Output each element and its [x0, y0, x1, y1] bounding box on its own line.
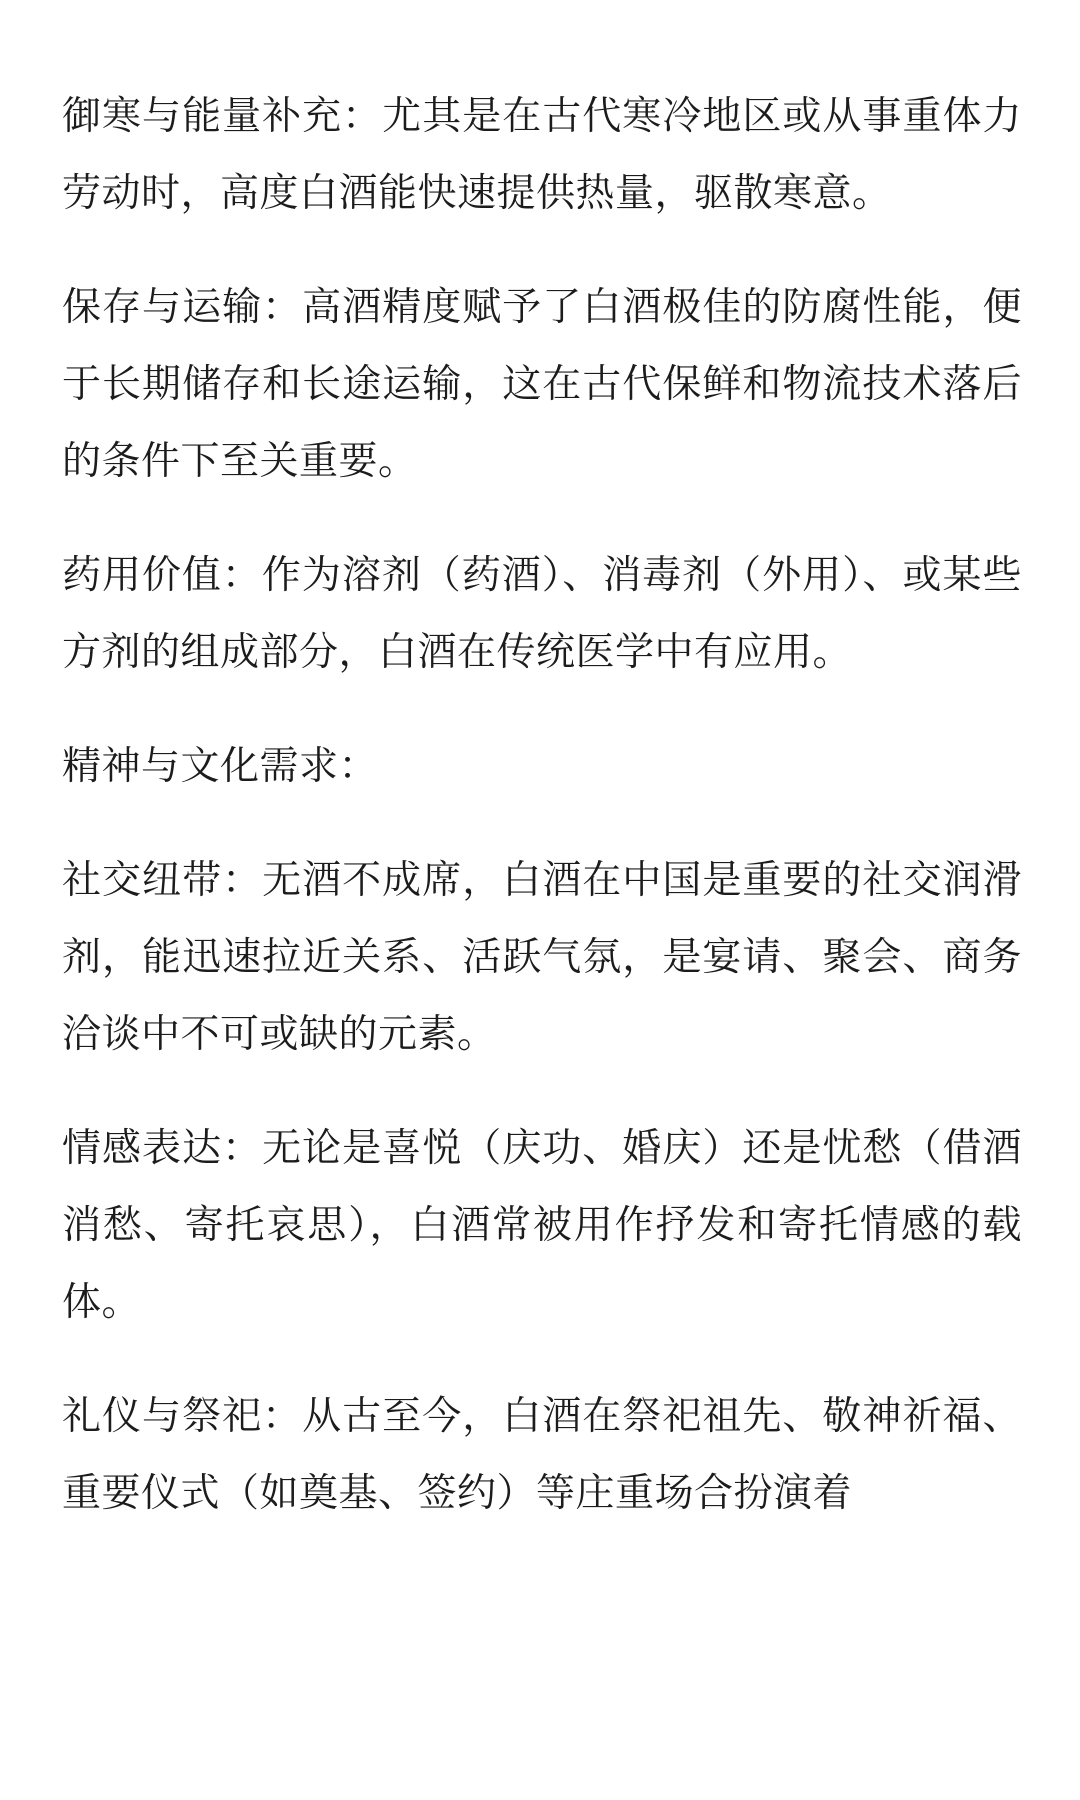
paragraph-emotional-expression: 情感表达：无论是喜悦（庆功、婚庆）还是忧愁（借酒消愁、寄托哀思），白酒常被用作抒发和寄托情感的载体。 — [62, 1126, 1022, 1325]
paragraph-ritual-sacrifice: 礼仪与祭祀：从古至今，白酒在祭祀祖先、敬神祈福、重要仪式（如奠基、签约）等庄重场合扮演着 — [62, 1394, 1022, 1516]
article-body — [62, 78, 1022, 1569]
paragraph-storage-transport: 保存与运输：高酒精度赋予了白酒极佳的防腐性能，便于长期储存和长途运输，这在古代保鲜和物流技术落后的条件下至关重要。 — [62, 285, 1022, 484]
paragraph-social-bond: 社交纽带：无酒不成席，白酒在中国是重要的社交润滑剂，能迅速拉近关系、活跃气氛，是宴请、聚会、商务洽谈中不可或缺的元素。 — [62, 858, 1022, 1057]
paragraph-medicinal-value: 药用价值：作为溶剂（药酒）、消毒剂（外用）、或某些方剂的组成部分，白酒在传统医学中有应用。 — [62, 553, 1022, 675]
paragraph-spiritual-cultural-heading: 精神与文化需求： — [62, 744, 379, 789]
paragraph-cold-energy: 御寒与能量补充：尤其是在古代寒冷地区或从事重体力劳动时，高度白酒能快速提供热量，驱散寒意。 — [62, 94, 1022, 216]
